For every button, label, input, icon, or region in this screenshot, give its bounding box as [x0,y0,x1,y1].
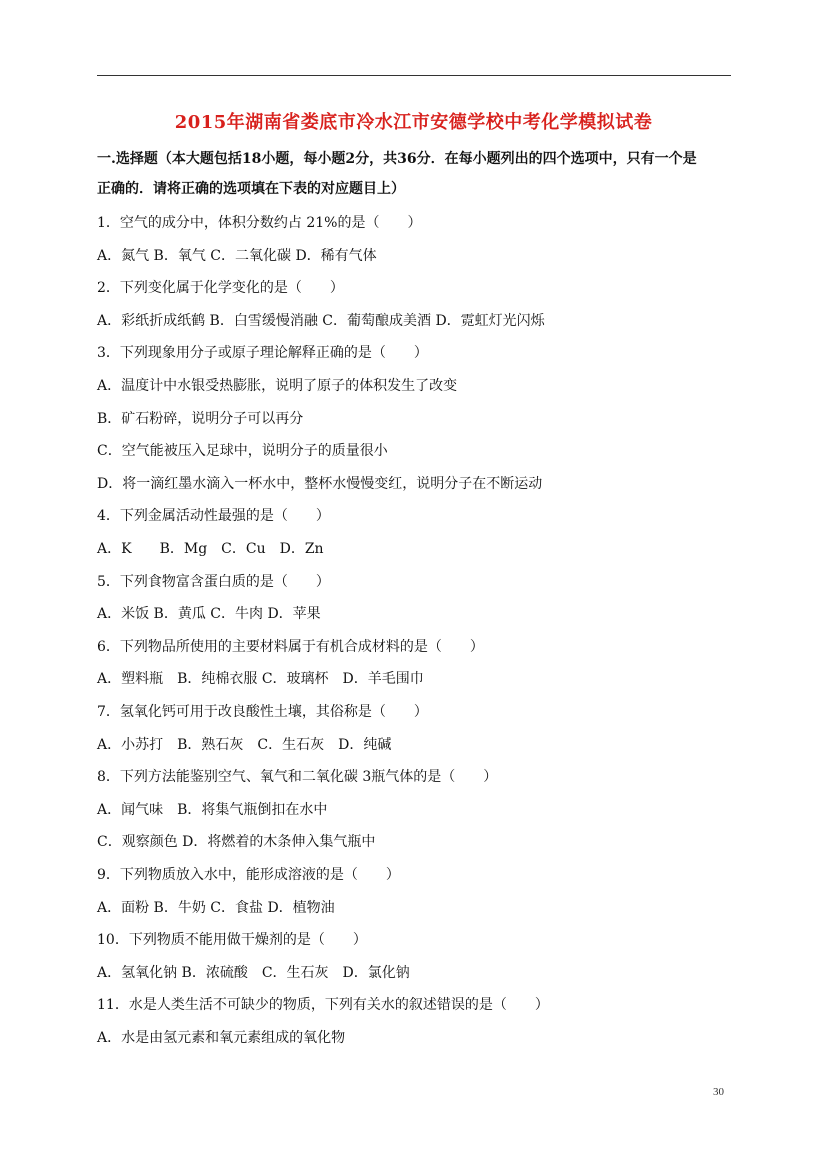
answer-option-line: A．塑料瓶 B．纯棉衣服 C．玻璃杯 D．羊毛围巾 [97,671,424,688]
answer-option-line: A．小苏打 B．熟石灰 C．生石灰 D．纯碱 [97,736,392,753]
answer-option-line: D．将一滴红墨水滴入一杯水中，整杯水慢慢变红，说明分子在不断运动 [97,475,543,492]
answer-option-line: A．温度计中水银受热膨胀，说明了原子的体积发生了改变 [97,378,458,394]
section-heading-line-1: 一.选择题（本大题包括18小题，每小题2分，共36分．在每小题列出的四个选项中，只有一个是 [97,151,697,167]
answer-option-line: C．观察颜色 D．将燃着的木条伸入集气瓶中 [97,834,376,851]
question-line: 8．下列方法能鉴别空气、氧气和二氧化碳 3瓶气体的是（ ） [97,769,498,786]
answer-option-line: A．面粉 B．牛奶 C．食盐 D．植物油 [97,899,335,916]
question-line: 9．下列物质放入水中，能形成溶液的是（ ） [97,867,400,883]
answer-option-line: A．闻气味 B．将集气瓶倒扣在水中 [97,801,328,818]
question-line: 11．水是人类生活不可缺少的物质，下列有关水的叙述错误的是（ ） [97,997,549,1014]
section-heading-line-2: 正确的．请将正确的选项填在下表的对应题目上） [97,181,405,197]
answer-option-line: B．矿石粉碎，说明分子可以再分 [97,410,304,427]
question-line: 3．下列现象用分子或原子理论解释正确的是（ ） [97,345,428,362]
page-title: 2015年湖南省娄底市冷水江市安德学校中考化学模拟试卷 [174,112,653,133]
question-line: 2．下列变化属于化学变化的是（ ） [97,280,344,297]
answer-option-line: C．空气能被压入足球中，说明分子的质量很小 [97,443,388,460]
answer-option-line: A．水是由氢元素和氧元素组成的氧化物 [97,1030,346,1046]
page-number: 30 [713,1086,724,1098]
question-line: 7．氢氧化钙可用于改良酸性土壤，其俗称是（ ） [97,704,428,720]
answer-option-line: A．K B．Mg C．Cu D．Zn [97,541,324,557]
header-rule [97,75,731,76]
question-line: 4．下列金属活动性最强的是（ ） [97,508,330,525]
answer-option-line: A．氮气 B．氧气 C．二氧化碳 D．稀有气体 [97,247,377,264]
question-line: 5．下列食物富含蛋白质的是（ ） [97,573,330,590]
question-line: 1．空气的成分中，体积分数约占 21%的是（ ） [97,215,422,231]
question-line: 10．下列物质不能用做干燥剂的是（ ） [97,932,367,949]
answer-option-line: A．氢氧化钠 B．浓硫酸 C．生石灰 D．氯化钠 [97,964,410,981]
answer-option-line: A．彩纸折成纸鹤 B．白雪缓慢消融 C．葡萄酿成美酒 D．霓虹灯光闪烁 [97,312,545,329]
answer-option-line: A．米饭 B．黄瓜 C．牛肉 D．苹果 [97,606,321,623]
question-line: 6．下列物品所使用的主要材料属于有机合成材料的是（ ） [97,638,484,655]
